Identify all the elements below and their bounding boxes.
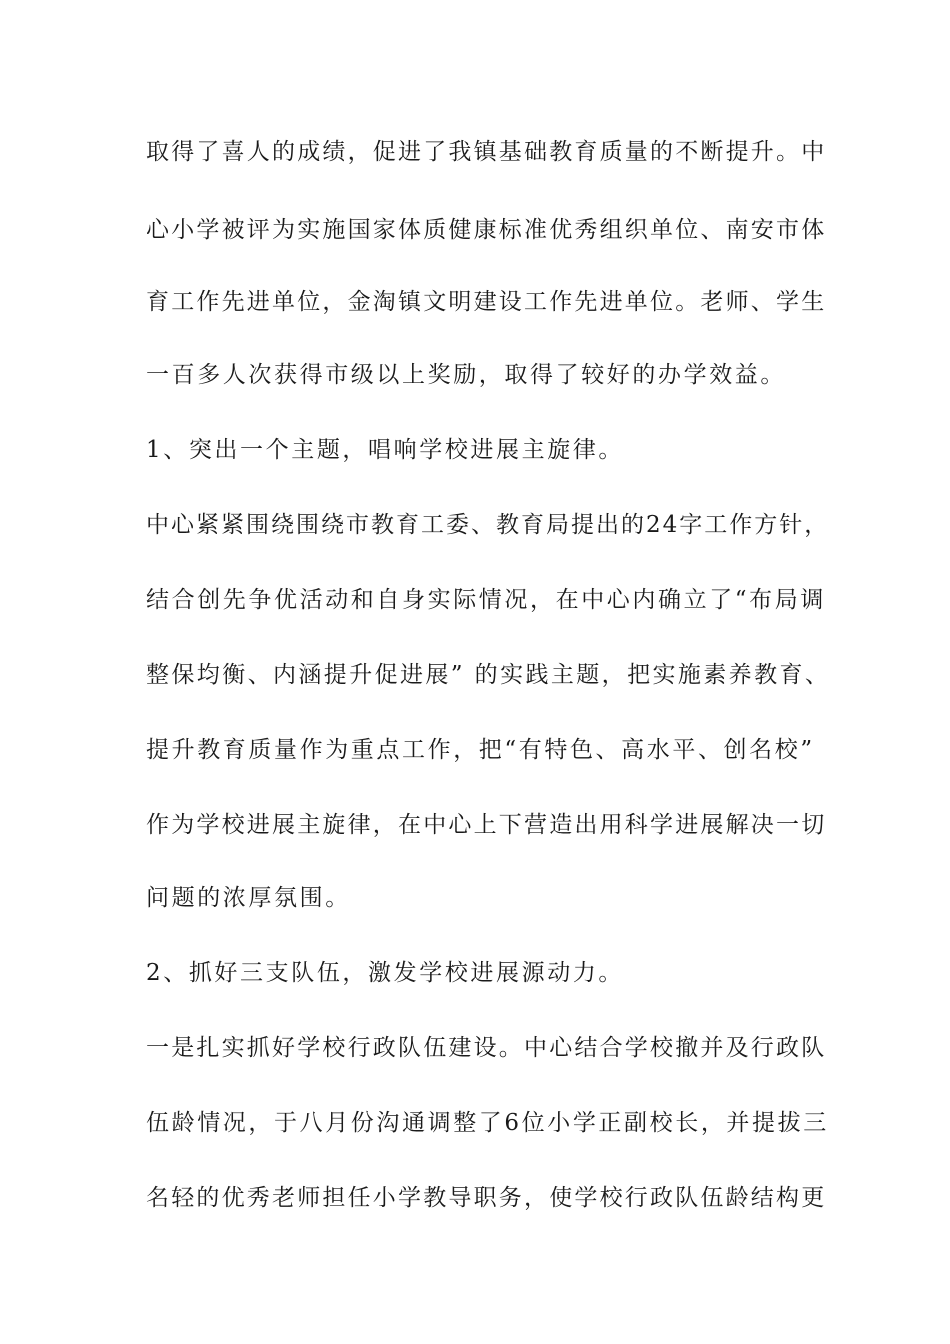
paragraph-line: 一百多人次获得市级以上奖励，取得了较好的办学效益。 — [146, 362, 786, 388]
paragraph-line: 提升教育质量作为重点工作，把“有特色、高水平、创名校” — [146, 737, 815, 763]
paragraph-line: 取得了喜人的成绩，促进了我镇基础教育质量的不断提升。中 — [146, 139, 827, 165]
paragraph-line: 中心紧紧围绕围绕市教育工委、教育局提出的24字工作方针， — [146, 512, 830, 538]
paragraph-line: 名轻的优秀老师担任小学教导职务，使学校行政队伍龄结构更 — [146, 1185, 827, 1211]
paragraph-line: 心小学被评为实施国家体质健康标准优秀组织单位、南安市体 — [146, 217, 827, 243]
paragraph-line: 整保均衡、内涵提升促进展” 的实践主题，把实施素养教育、 — [146, 662, 831, 688]
paragraph-line: 伍龄情况，于八月份沟通调整了6位小学正副校长，并提拔三 — [146, 1110, 829, 1136]
paragraph-line: 作为学校进展主旋律，在中心上下营造出用科学进展解决一切 — [146, 812, 827, 838]
section-heading-2: 2、抓好三支队伍，激发学校进展源动力。 — [146, 960, 625, 986]
paragraph-line: 一是扎实抓好学校行政队伍建设。中心结合学校撤并及行政队 — [146, 1035, 827, 1061]
section-heading-1: 1、突出一个主题，唱响学校进展主旋律。 — [146, 437, 625, 463]
paragraph-line: 问题的浓厚氛围。 — [146, 885, 351, 911]
paragraph-line: 育工作先进单位，金淘镇文明建设工作先进单位。老师、学生 — [146, 289, 827, 315]
paragraph-line: 结合创先争优活动和自身实际情况，在中心内确立了“布局调 — [146, 587, 826, 613]
